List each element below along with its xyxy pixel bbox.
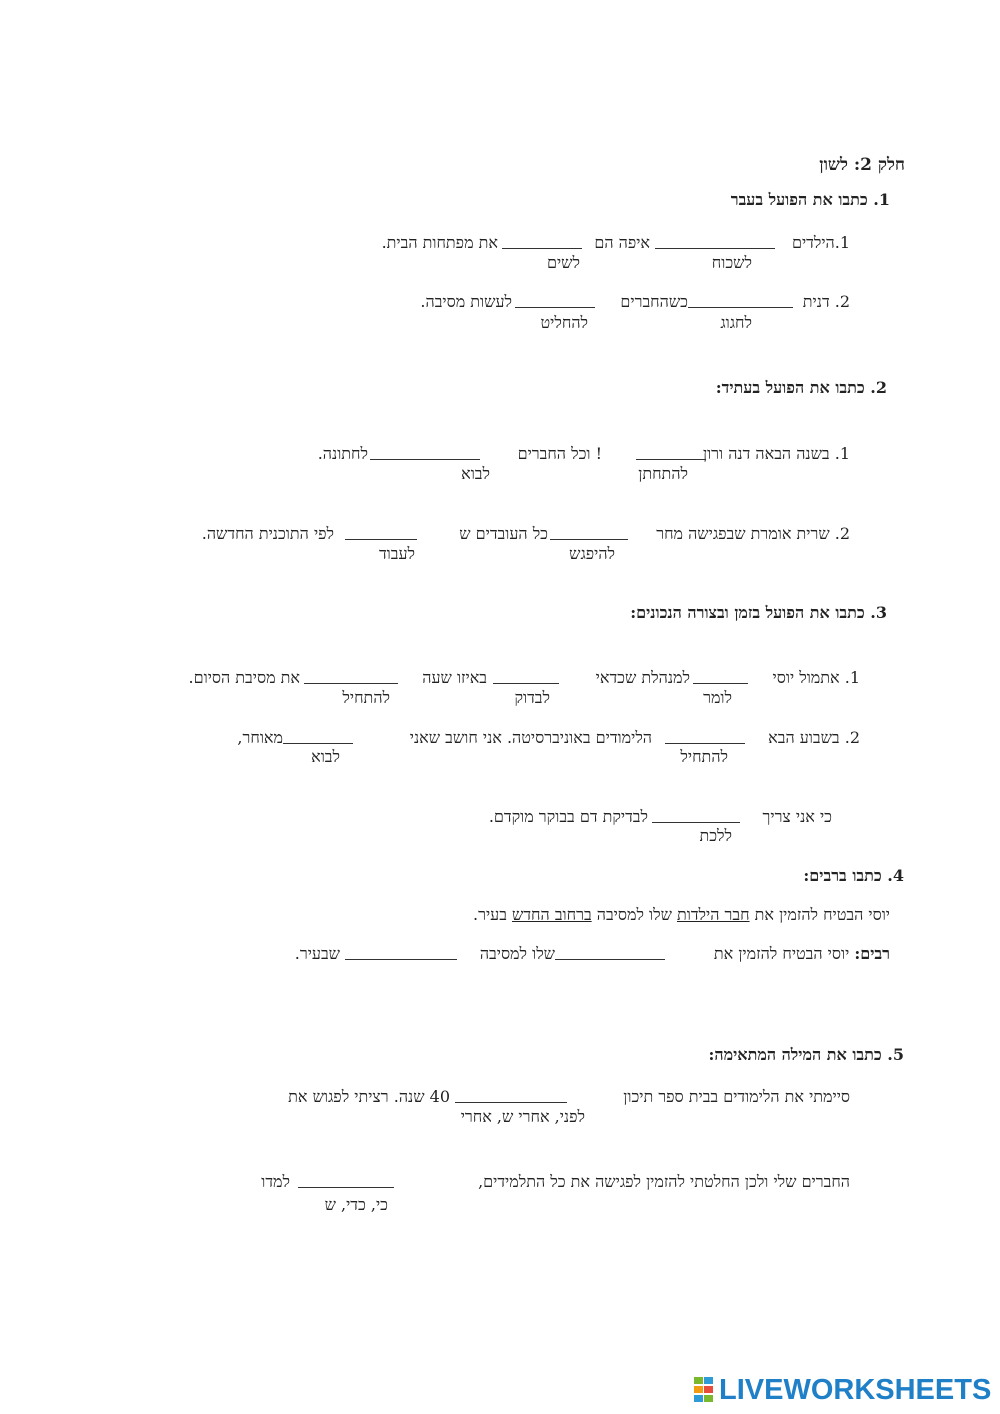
s2-q2-text-a: 2. שרית אומרת שבפגישה מחר xyxy=(656,524,850,543)
s3-q1-hint-3: להתחיל xyxy=(342,688,390,707)
s2-q1-hint-1: להתחתן xyxy=(638,464,688,483)
s2-q1-blank-1[interactable] xyxy=(636,459,706,460)
s3-q1-hint-1: לומר xyxy=(703,688,732,707)
section-5-heading: 5. כתבו את המילה המתאימה: xyxy=(708,1045,904,1064)
s4-sentence-underline-1: חבר הילדות xyxy=(677,905,750,924)
s1-q2-hint-1: לחגוג xyxy=(720,313,752,332)
s5-q2-text-a: החברים שלי ולכן החלטתי להזמין לפגישה את כל התלמידים, xyxy=(478,1172,850,1191)
s2-q1-text-b: ! וכל החברים xyxy=(517,444,602,463)
s2-q1-blank-2[interactable] xyxy=(370,459,480,460)
s1-q2-text-b: כשהחברים xyxy=(620,292,688,311)
s1-q1-text-b: איפה הם xyxy=(594,233,650,252)
s1-q1-hint-1: לשכוח xyxy=(711,253,752,272)
s4-sentence-underline-2: ברחוב החדש xyxy=(512,905,592,924)
s5-q2-options: כי, כדי, ש xyxy=(324,1195,388,1214)
s1-q2-text-c: לעשות מסיבה. xyxy=(420,292,512,311)
s1-q1-blank-2[interactable] xyxy=(502,248,582,249)
s5-q2-text-b: למדו xyxy=(261,1172,290,1191)
s3-q3-text-a: כי אני צריך xyxy=(762,807,832,826)
s3-q2-hint-1: להתחיל xyxy=(680,747,728,766)
s3-q2-text-a: 2. בשבוע הבא xyxy=(768,728,860,747)
s1-q2-hint-2: להחליט xyxy=(540,313,588,332)
s2-q2-blank-2[interactable] xyxy=(345,539,417,540)
s1-q1-text-a: 1.הילדים xyxy=(791,233,850,252)
section-1-heading: 1. כתבו את הפועל בעבר xyxy=(730,190,890,209)
section-3-heading: 3. כתבו את הפועל בזמן ובצורה הנכונים: xyxy=(630,603,887,622)
s1-q2-blank-2[interactable] xyxy=(515,307,595,308)
s3-q1-blank-1[interactable] xyxy=(693,683,748,684)
s4-plural-blank-2[interactable] xyxy=(345,959,457,960)
s1-q1-blank-1[interactable] xyxy=(655,248,775,249)
s2-q1-text-a: 1. בשנה הבאה דנה ורון xyxy=(702,444,850,463)
s3-q1-text-a: 1. אתמול יוסי xyxy=(772,668,860,687)
s4-sentence-a: יוסי הבטיח להזמין את xyxy=(749,905,890,924)
s3-q1-hint-2: לבדוק xyxy=(514,688,550,707)
s3-q3-blank-1[interactable] xyxy=(652,822,740,823)
s4-plural-label: רבים: xyxy=(854,944,890,963)
s3-q1-blank-3[interactable] xyxy=(304,683,398,684)
s5-q1-blank-1[interactable] xyxy=(455,1102,567,1103)
s4-sentence-c: בעיר. xyxy=(473,905,513,924)
section-4-heading: 4. כתבו ברבים: xyxy=(803,866,904,885)
liveworksheets-badge-icon xyxy=(693,1376,715,1404)
s3-q1-text-d: את מסיבת הסיום. xyxy=(188,668,300,687)
s4-sentence xyxy=(473,905,890,925)
s3-q3-hint-1: ללכת xyxy=(699,826,732,845)
s3-q2-blank-2[interactable] xyxy=(283,743,353,744)
s2-q1-hint-2: לבוא xyxy=(461,464,490,483)
s4-sentence-b: שלו למסיבה xyxy=(591,905,677,924)
s4-plural-a: יוסי הבטיח להזמין את xyxy=(713,944,855,963)
s2-q2-hint-2: לעבוד xyxy=(378,544,415,563)
s3-q2-text-b: הלימודים באוניברסיטה. אני חושב שאני xyxy=(409,728,652,747)
s3-q2-blank-1[interactable] xyxy=(665,743,745,744)
s2-q2-text-b: כל העובדים ש xyxy=(459,524,548,543)
s5-q1-options: לפני, אחרי ש, אחרי xyxy=(460,1107,585,1126)
s2-q2-blank-1[interactable] xyxy=(550,539,628,540)
s2-q2-text-c: לפי התוכנית החדשה. xyxy=(201,524,334,543)
s3-q2-text-c: מאוחר, xyxy=(237,728,283,747)
s3-q1-text-b: למנהלת שכדאי xyxy=(595,668,690,687)
liveworksheets-logo xyxy=(693,1373,992,1406)
s3-q1-blank-2[interactable] xyxy=(493,683,559,684)
s1-q2-text-a: 2. דנית xyxy=(802,292,850,311)
s4-plural-line-a xyxy=(714,944,890,964)
liveworksheets-logo-text: LIVEWORKSHEETS xyxy=(719,1373,992,1406)
s4-plural-b: שלו למסיבה xyxy=(479,944,555,963)
s1-q1-hint-2: לשים xyxy=(547,253,580,272)
section-2-heading: 2. כתבו את הפועל בעתיד: xyxy=(715,378,887,397)
s5-q2-blank-1[interactable] xyxy=(298,1187,394,1188)
s3-q3-text-b: לבדיקת דם בבוקר מוקדם. xyxy=(488,807,648,826)
s3-q2-hint-2: לבוא xyxy=(311,747,340,766)
s1-q2-blank-1[interactable] xyxy=(688,307,793,308)
s4-plural-blank-1[interactable] xyxy=(555,959,665,960)
s2-q1-text-c: לחתונה. xyxy=(317,444,368,463)
s2-q2-hint-1: להיפגש xyxy=(569,544,615,563)
s3-q1-text-c: באיזו שעה xyxy=(422,668,487,687)
s5-q1-text-a: סיימתי את הלימודים בבית ספר תיכון xyxy=(623,1087,850,1106)
s4-plural-c: שבעיר. xyxy=(294,944,340,963)
s1-q1-text-c: את מפתחות הבית. xyxy=(381,233,498,252)
page-title: חלק 2: לשון xyxy=(819,155,905,175)
s5-q1-text-b: 40 שנה. רציתי לפגוש את xyxy=(288,1087,450,1106)
